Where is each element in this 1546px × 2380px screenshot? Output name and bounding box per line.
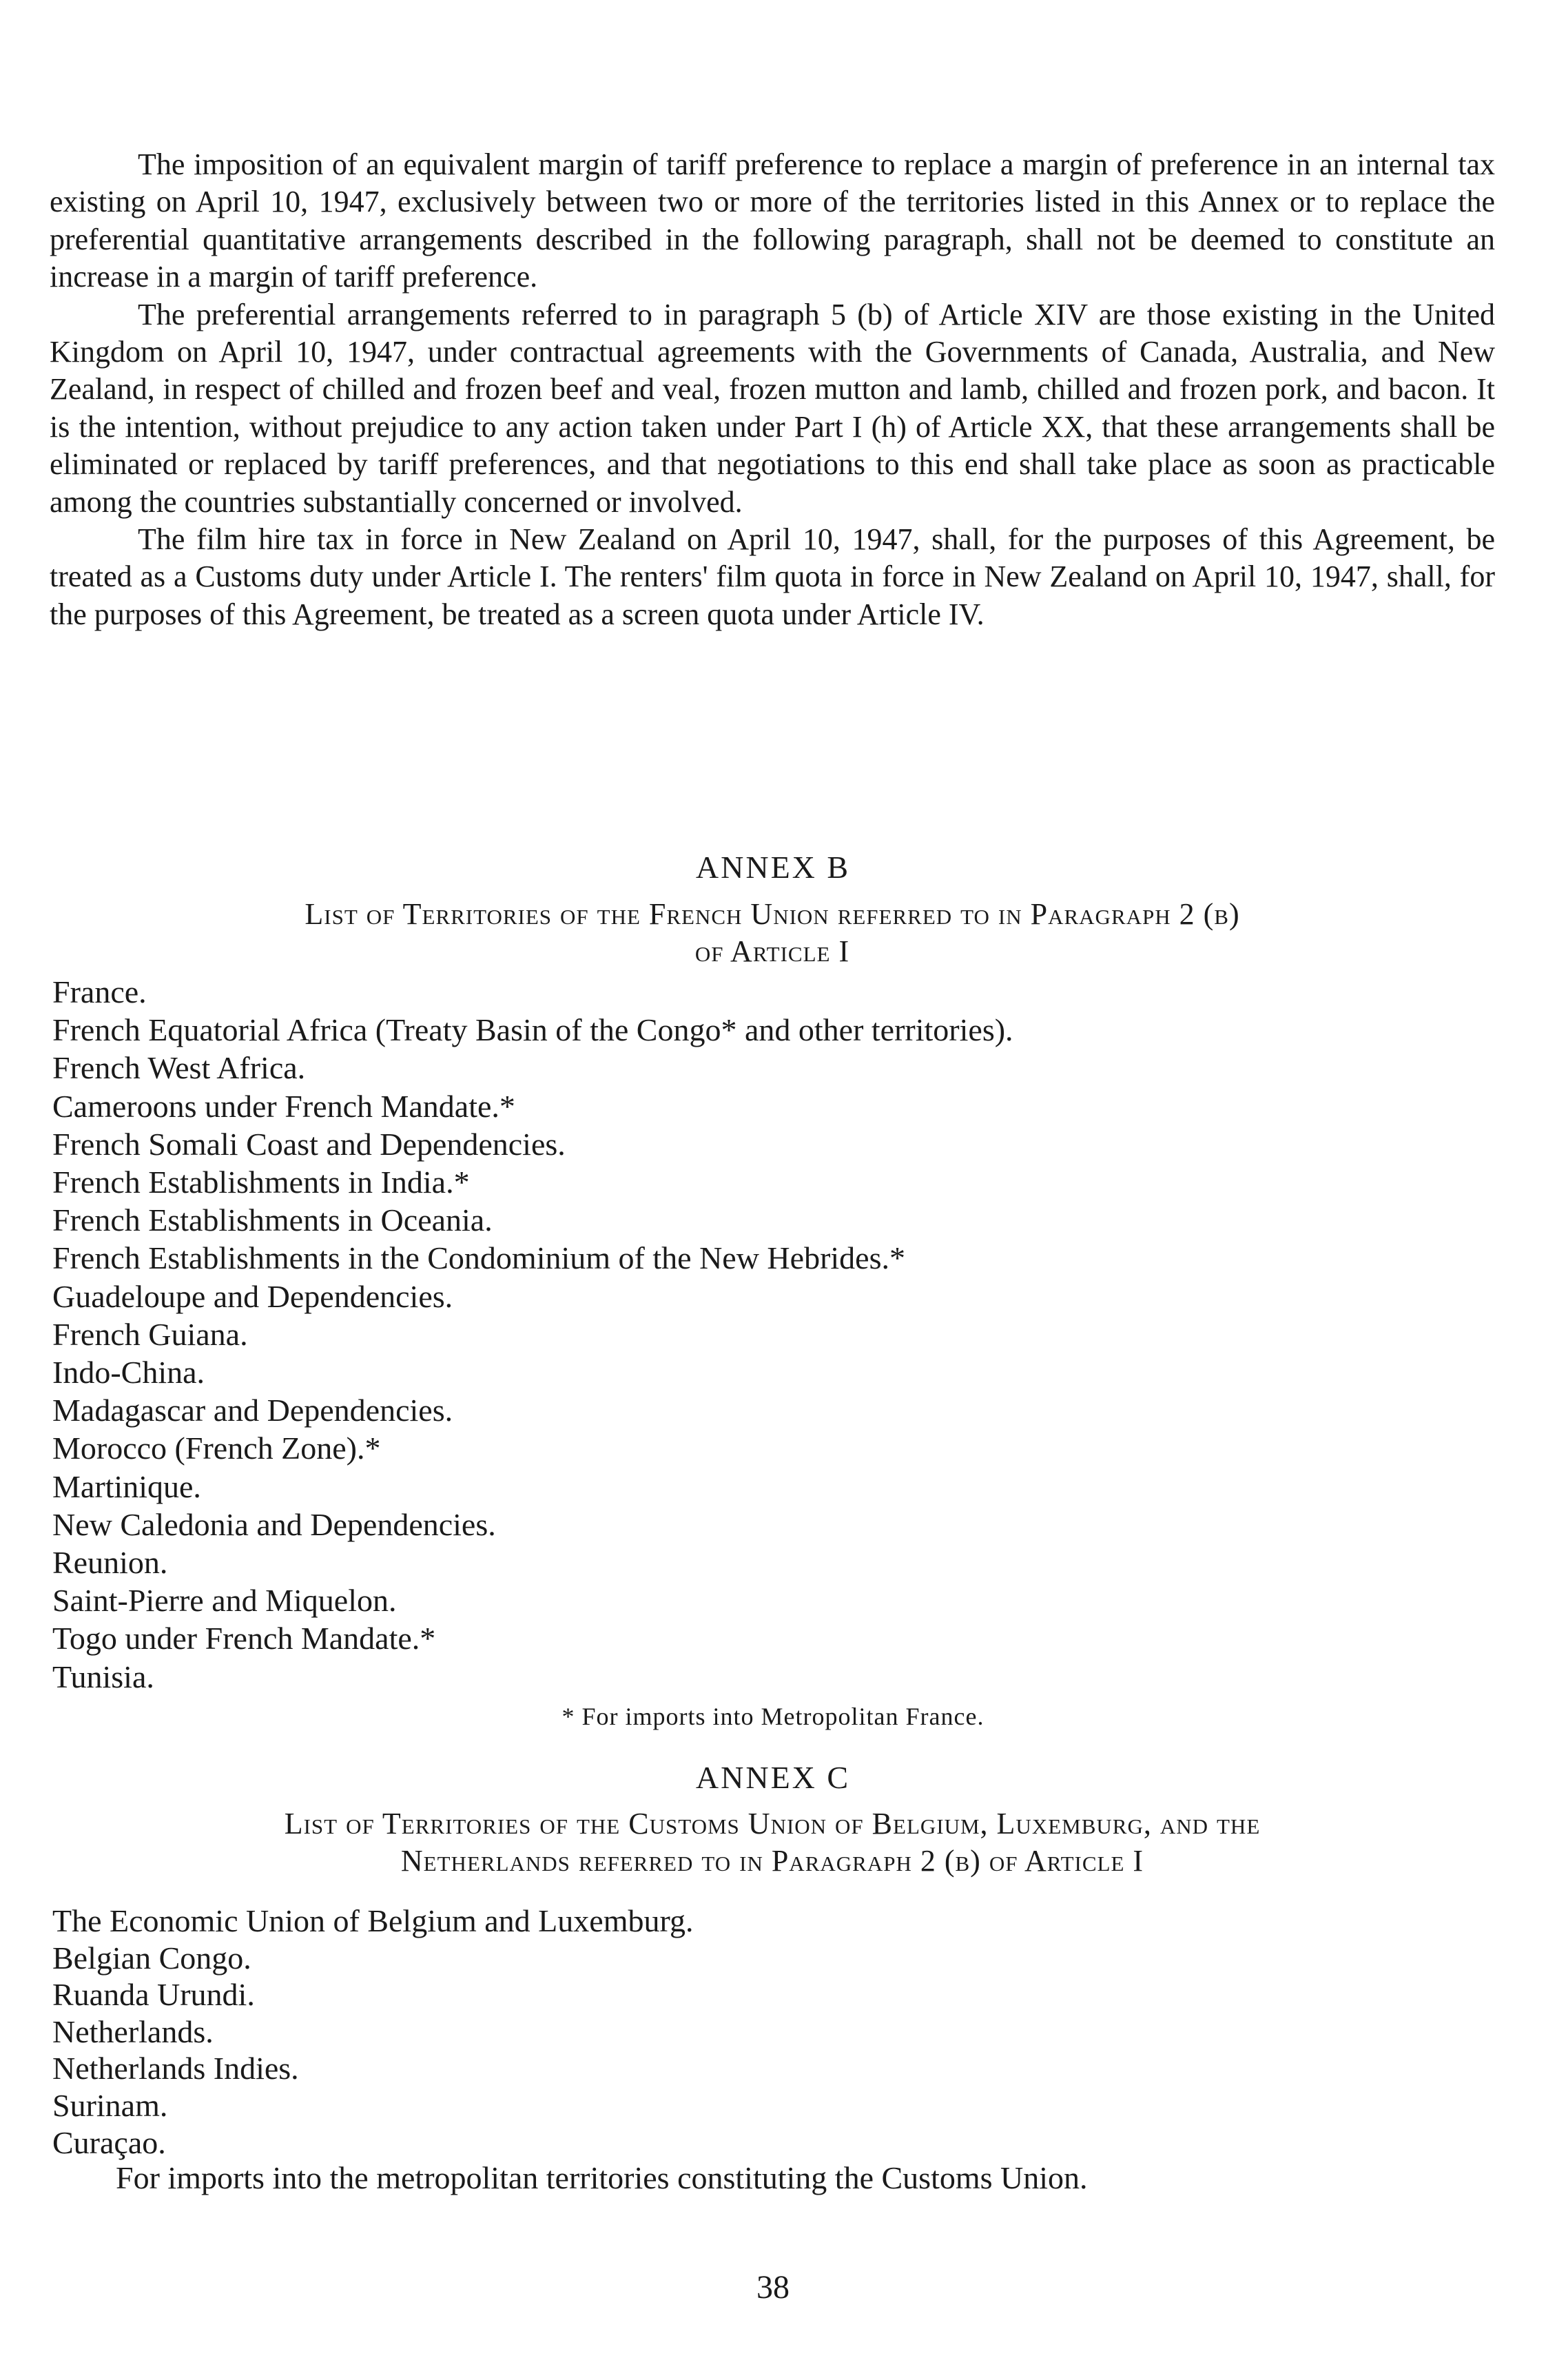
list-item: Belgian Congo.	[52, 1940, 251, 1976]
annex-c-subtitle	[50, 1805, 1495, 1880]
list-item: The Economic Union of Belgium and Luxemburg.	[52, 1903, 694, 1938]
page-number: 38	[756, 2269, 790, 2306]
annex-c-closing-note: For imports into the metropolitan territories constituting the Customs Union.	[116, 2160, 1088, 2195]
annex-c-title: ANNEX C	[695, 1760, 851, 1795]
list-item: Netherlands.	[52, 2013, 214, 2049]
list-item: Ruanda Urundi.	[52, 1977, 255, 2013]
list-item: French Establishments in India.*	[52, 1165, 470, 1200]
annex-c-subtitle-line2: Netherlands referred to in Paragraph 2 (b) of Article I	[400, 1844, 1144, 1878]
annex-b-title: ANNEX B	[695, 850, 851, 885]
list-item: French Guiana.	[52, 1316, 248, 1352]
paragraph-film-hire-tax: The film hire tax in force in New Zealand on April 10, 1947, shall, for the purposes of this Agreement, be treated as a Customs duty under Article I. The renters' film quota in force in New Zealand on April 10, 1947, shall, for the purposes of this Agreement, be treated as a screen quota under Article IV.	[50, 522, 1495, 631]
list-item: Reunion.	[52, 1545, 168, 1581]
annex-b-territory-list	[52, 973, 1499, 1696]
list-item: Madagascar and Dependencies.	[52, 1393, 453, 1428]
list-item: Curaçao.	[52, 2124, 166, 2160]
list-item: Martinique.	[52, 1468, 201, 1504]
list-item: Indo-China.	[52, 1355, 205, 1391]
list-item: French Equatorial Africa (Treaty Basin of the Congo* and other territories).	[52, 1012, 1013, 1048]
list-item: French West Africa.	[52, 1050, 306, 1086]
list-item: Surinam.	[52, 2087, 168, 2123]
annex-b-subtitle-line1: List of Territories of the French Union referred to in Paragraph 2 (b)	[305, 897, 1240, 931]
paragraph-preferential-arrangements: The preferential arrangements referred to in paragraph 5 (b) of Article XIV are those existing in the United Kingdom on April 10, 1947, under contractual agreements with the Governments of Canada, Australia, and New Zealand, in respect of chilled and frozen beef and veal, frozen mutton and lamb, chilled and frozen pork, and bacon. It is the intention, without prejudice to any action taken under Part I (h) of Article XX, that these arrangements shall be eliminated or replaced by tariff preferences, and that negotiations to this end shall take place as soon as practicable among the countries substantially concerned or involved.	[50, 297, 1495, 519]
list-item: French Establishments in the Condominium of the New Hebrides.*	[52, 1240, 905, 1276]
annex-b-footnote: * For imports into Metropolitan France.	[561, 1703, 985, 1730]
list-item: Morocco (French Zone).*	[52, 1430, 381, 1466]
list-item: New Caledonia and Dependencies.	[52, 1506, 496, 1542]
list-item: Netherlands Indies.	[52, 2051, 299, 2086]
paragraph-margin-preference: The imposition of an equivalent margin of tariff preference to replace a margin of preference in an internal tax existing on April 10, 1947, exclusively between two or more of the territories listed in this Annex or to replace the preferential quantitative arrangements described in the following paragraph, shall not be deemed to constitute an increase in a margin of tariff preference.	[50, 147, 1495, 294]
list-item: French Somali Coast and Dependencies.	[52, 1126, 566, 1162]
annex-b-subtitle-line2: of Article I	[694, 934, 850, 968]
annex-b-subtitle	[50, 896, 1495, 970]
list-item: Togo under French Mandate.*	[52, 1621, 436, 1656]
list-item: France.	[52, 974, 147, 1009]
list-item: Guadeloupe and Dependencies.	[52, 1278, 453, 1314]
list-item: French Establishments in Oceania.	[52, 1202, 493, 1238]
list-item: Saint-Pierre and Miquelon.	[52, 1583, 397, 1619]
annex-c-territory-list	[52, 1902, 1499, 2161]
list-item: Tunisia.	[52, 1659, 154, 1694]
body-text	[50, 146, 1495, 633]
annex-c-subtitle-line1: List of Territories of the Customs Union of Belgium, Luxemburg, and the	[284, 1807, 1261, 1840]
list-item: Cameroons under French Mandate.*	[52, 1088, 515, 1124]
